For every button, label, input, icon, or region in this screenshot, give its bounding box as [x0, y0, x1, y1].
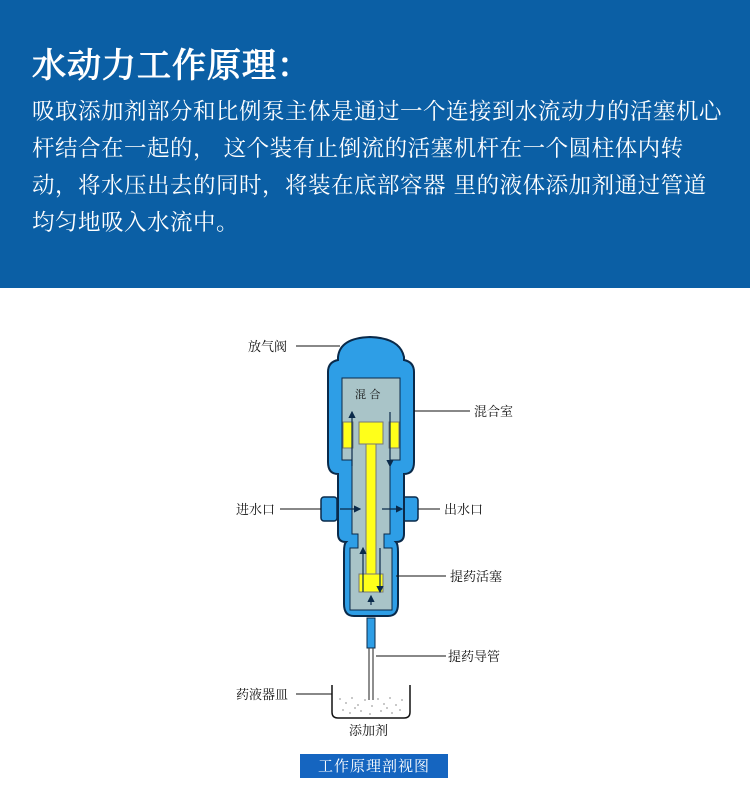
label-water-inlet: 进水口	[236, 503, 276, 518]
liquid-container	[332, 685, 410, 718]
additive-liquid	[339, 697, 403, 715]
water-inlet-fitting	[321, 497, 337, 521]
label-liquid-container: 药液器皿	[236, 688, 289, 703]
label-mixing-chamber: 混合室	[474, 405, 514, 420]
label-vent-valve: 放气阀	[248, 340, 288, 355]
suction-tube	[367, 618, 375, 700]
label-dosing-piston: 提药活塞	[450, 570, 503, 585]
page-title: 水动力工作原理：	[32, 46, 312, 86]
label-mixing-inner: 混 合	[355, 388, 381, 401]
label-additive: 添加剂	[349, 724, 389, 739]
label-water-outlet: 出水口	[444, 503, 484, 518]
pump-cross-section-diagram	[0, 288, 750, 796]
principle-description: 吸取添加剂部分和比例泵主体是通过一个连接到水流动力的活塞机心杆结合在一起的， 这个装有止倒流的活塞机杆在一个圆柱体内转动，将水压出去的同时，将装在底部容器 里的液体添加剂通过管道均匀地吸入水流中。	[32, 99, 723, 236]
header-banner	[0, 0, 750, 288]
diagram-caption: 工作原理剖视图	[300, 754, 448, 778]
label-suction-tube: 提药导管	[448, 650, 501, 665]
